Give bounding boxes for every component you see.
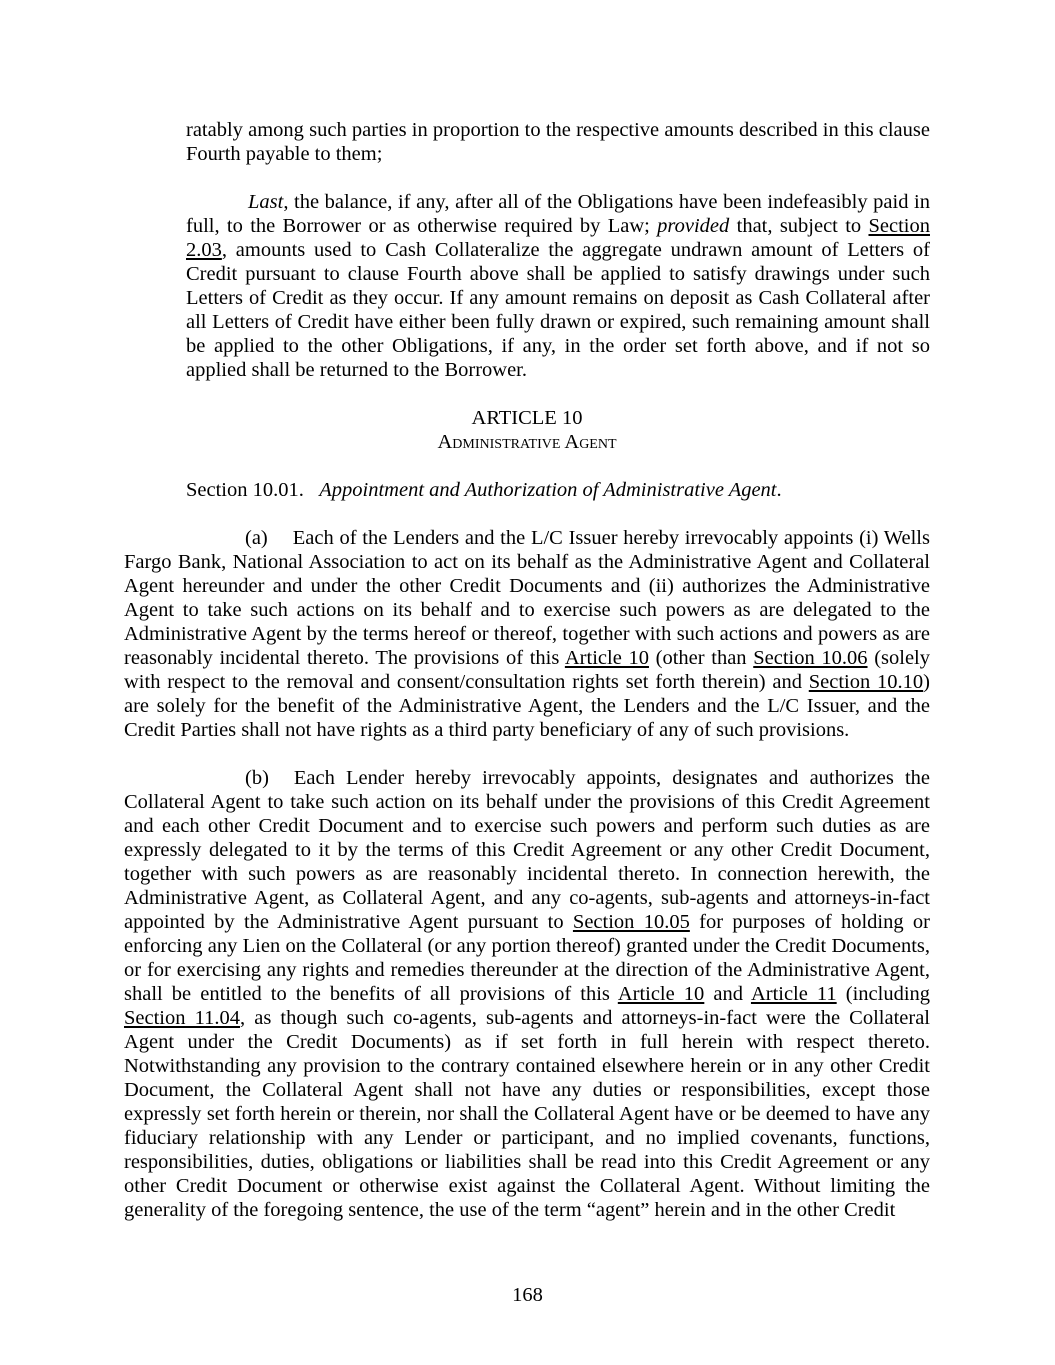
article-heading: ARTICLE 10 [471,407,583,429]
article-subheading: Administrative Agent [437,431,617,453]
paragraph-a: (a) Each of the Lenders and the L/C Issuer hereby irrevocably appoints (i) Wells Fargo Bank, National Association to act on its behalf as the Administrative Agent and Collateral Agent hereunder and under the other Credit Documents and (ii) authorizes the Administrative Agent to take such actions on its behalf and to exercise such powers as are delegated to the Administrative Agent by the terms hereof or thereof, together with such actions and powers as are reasonably incidental thereto. The provisions of this Article 10 (other than Section 10.06 (solely with respect to the removal and consent/consultation rights set forth therein) and Section 10.10) are solely for the benefit of the Administrative Agent, the Lenders and the L/C Issuer, and the Credit Parties shall not have rights as a third party beneficiary of any of such provisions. [124,527,930,741]
page-number: 168 [512,1284,543,1306]
clause-fourth-continuation-paragraph: ratably among such parties in proportion to the respective amounts described in this clause Fourth payable to them; [186,119,930,165]
paragraph-b: (b) Each Lender hereby irrevocably appoints, designates and authorizes the Collateral Agent to take such action on its behalf under the provisions of this Credit Agreement and each other Credit Document and to exercise such powers and perform such duties as are expressly delegated to it by the terms of this Credit Agreement or any other Credit Document, together with such powers as are reasonably incidental thereto. In connection herewith, the Administrative Agent, as Collateral Agent, and any co-agents, sub-agents and attorneys-in-fact appointed by the Administrative Agent pursuant to Section 10.05 for purposes of holding or enforcing any Lien on the Collateral (or any portion thereof) granted under the Credit Documents, or for exercising any rights and remedies thereunder at the direction of the Administrative Agent, shall be entitled to the benefits of all provisions of this Article 10 and Article 11 (including Section 11.04, as though such co-agents, sub-agents and attorneys-in-fact were the Collateral Agent under the Credit Documents) as if set forth in full herein with respect thereto. Notwithstanding any provision to the contrary contained elsewhere herein or in any other Credit Document, the Collateral Agent shall not have any duties or responsibilities, except those expressly set forth herein or therein, nor shall the Collateral Agent have or be deemed to have any fiduciary relationship with any Lender or participant, and no implied covenants, functions, responsibilities, duties, obligations or liabilities shall be read into this Credit Agreement or any other Credit Document or otherwise exist against the Collateral Agent. Without limiting the generality of the foregoing sentence, the use of the term “agent” herein and in the other Credit [124,767,931,1221]
section-10-01-heading: Section 10.01. Appointment and Authorization of Administrative Agent. [186,479,782,501]
article-heading-block [124,406,930,454]
clause-last-paragraph: Last, the balance, if any, after all of the Obligations have been indefeasibly paid in full, to the Borrower or as otherwise required by Law; provided that, subject to Section 2.03, amounts used to Cash Collateralize the aggregate undrawn amount of Letters of Credit pursuant to clause Fourth above shall be applied to satisfy drawings under such Letters of Credit as they occur. If any amount remains on deposit as Cash Collateral after all Letters of Credit have either been fully drawn or expired, such remaining amount shall be applied to the other Obligations, if any, in the order set forth above, and if not so applied shall be returned to the Borrower. [186,191,930,381]
